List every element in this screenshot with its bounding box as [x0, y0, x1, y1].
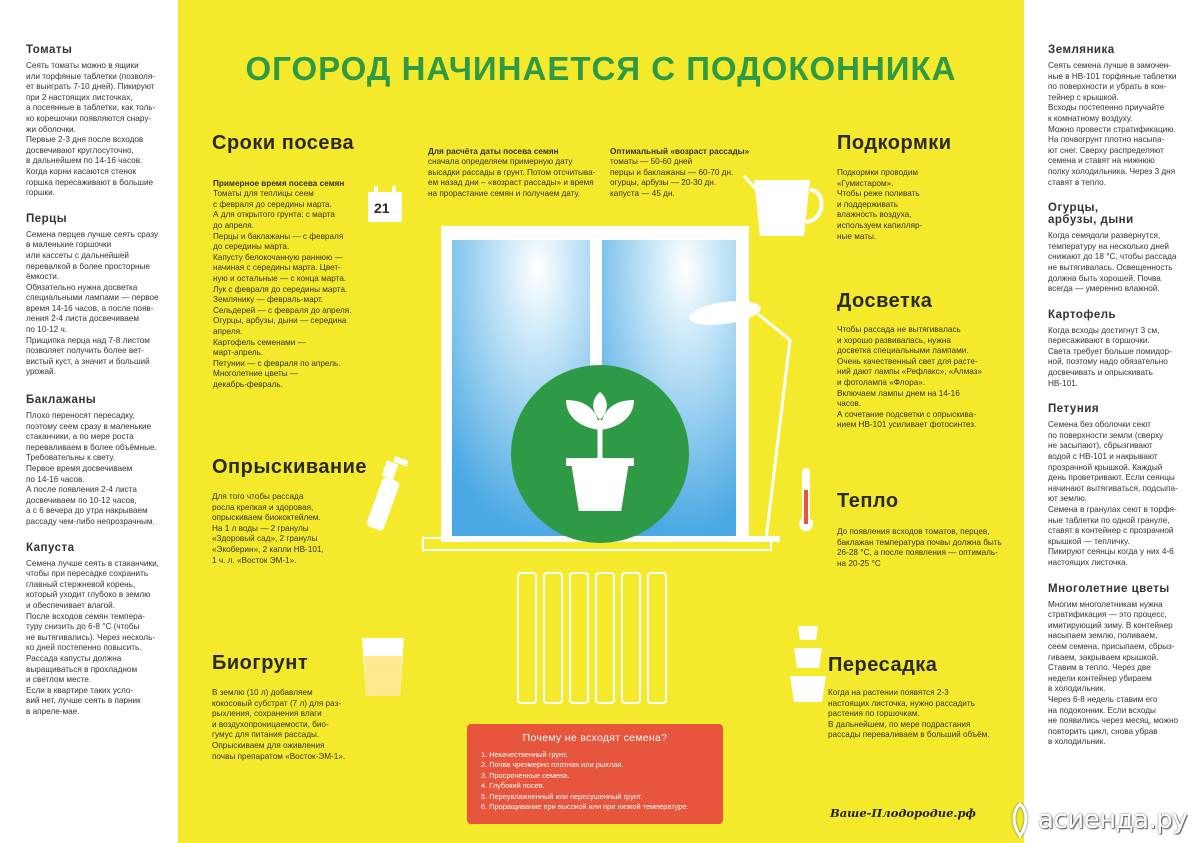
list-item: 3. Просроченные семена.	[481, 770, 570, 780]
feeding-heading: Подкормки	[837, 132, 952, 154]
feeding-text: Подкормки проводим «Гумистаром». Чтобы реже поливать и поддерживать влажность воздуха, используем капилляр- ные маты.	[837, 168, 923, 241]
calendar-day: 21	[374, 200, 390, 216]
age-heading: Оптимальный «возраст рассады»	[610, 146, 750, 156]
sroki-text	[213, 168, 373, 390]
soil-heading: Биогрунт	[212, 652, 309, 674]
reasons-list	[481, 750, 709, 812]
warm-heading: Тепло	[837, 490, 899, 512]
crop-text: Семена перцев лучше сеять сразу в маленькие горшочки или кассеты с дальнейшей перевалкой в более просторные ёмкости. Обязательно нужна досветка специальными лампами — первое время 14-16 часов, а после появ- ления 2-4 листа досвечиваем по 10-12 ч. Прищипка перца над 7-8 листом позволяет получить более вет- вистый куст, а значит и больший урожай.	[26, 229, 159, 377]
watermark-logo-icon	[1006, 802, 1034, 838]
thermometer-icon	[799, 468, 813, 531]
spray-text: Для того чтобы рассада росла крепкая и здоровая, опрыскиваем биококтейлем. На 1 л воды — 2 гранулы «Здоровый сад», 2 гранулы «Экоберин», 2 капли НВ-101, 1 ч. л. «Восток ЭМ-1».	[212, 492, 324, 565]
warm-text: До появления всходов томатов, перцев, баклажан температура почвы должна быть 26-28 °С, а после появления — оптималь- на 20-25 °С	[837, 527, 1002, 568]
spray-heading: Опрыскивание	[212, 456, 368, 478]
crop-title: Капуста	[26, 541, 75, 554]
crop-text: Когда всходы достигнут 3 см, пересаживают в горшочки. Света требует больше помидор- ной, поэтому надо обязательно досвечивать и опрыскивать НВ-101.	[1048, 325, 1172, 388]
plant-badge-icon	[511, 365, 689, 543]
list-item: 1. Некачественный грунт.	[481, 750, 568, 759]
crop-title: Петуния	[1048, 403, 1100, 416]
watermark	[1006, 800, 1200, 840]
sroki-subheading: Примерное время посева семян	[213, 178, 345, 188]
crop-title: Огурцы, арбузы, дыни	[1048, 202, 1134, 227]
crop-text: Семена без оболочки сеют по поверхности земли (сверху не засыпают), сбрызгивают водой с НВ-101 и накрывают прозрачной крышкой. Каждый день проветривают. Если сеянцы начинают вытягиваться, подсыпа- ют землю. Семена в гранулах сеют в торфя- ные таблетки по одной грануле, ставят в контейнер с прозрачной крышкой — тепличку. Пикируют сеянцы когда у них 4-6 настоящих листочка.	[1048, 420, 1178, 567]
crop-text: Когда семядоли развернутся, температуру на несколько дней снижают до 18 °С, чтобы рассада не вытягивалась. Освещенность должна быть хорошей. Почва всегда — умеренно влажной.	[1048, 231, 1177, 294]
site-signature: Ваше-Плодородие.рф	[830, 806, 976, 820]
list-item: 5. Переувлажненный или пересушенный грунт.	[481, 791, 643, 801]
calc-block	[428, 136, 598, 200]
crop-title: Картофель	[1048, 308, 1117, 321]
crop-text: Семена лучше сеять в стаканчики, чтобы при пересадке сохранить главный стержневой корень, который уходит глубоко в землю и обеспечивает влагой. После всходов семян темпера- туру снизить до 6-8 °С (чтобы не вытягивались). Через несколь- ко дней постепенно повысить. Рассада капусты должна выращиваться в прохладном и светлом месте. Если в квартире таких усло- вий нет, лучше сеять в парник в апреле-мае.	[26, 558, 159, 716]
crop-title: Многолетние цветы	[1048, 582, 1170, 595]
transplant-heading: Пересадка	[828, 654, 938, 676]
list-item: 2. Почва чрезмерно плотная или рыхлая.	[481, 760, 624, 770]
transplant-text: Когда на растении появятся 2-3 настоящих листочка, нужно рассадить растения по горшочкам. В дальнейшем, по мере подрастания рассады переваливаем в больший объём.	[828, 688, 990, 740]
pots-stack-icon	[790, 626, 826, 702]
crop-title: Земляника	[1048, 44, 1115, 56]
spray-bottle-icon	[366, 456, 409, 531]
calc-heading: Для расчёта даты посева семян	[428, 146, 559, 156]
age-block	[610, 136, 770, 200]
list-item: 6. Проращивание при высокой или при низкой температуре.	[481, 802, 689, 812]
reasons-heading: Почему не всходят семена?	[522, 732, 668, 744]
crop-text: Многим многолетникам нужна стратификация — это процесс, имитирующий зиму. В контейнер насыпаем землю, поливаем, сеем семена, присыпаем, сбрыз- гиваем, закрываем крышкой. Ставим в тепло. Через две недели контейнер убираем в холодильник. Через 6-8 недель ставим его на подоконник. Если всходы не появились через месяц, можно повторить цикл, снова убрав в холодильник.	[1048, 599, 1179, 747]
light-text: Чтобы рассада не вытягивалась и хорошо развивалась, нужна досветка специальными лампами. Очень качественный свет для расте- ний дают лампы «Рефлакс», «Алмаз» и фотолампа «Флора». Включаем лампы днем на 14-16 часов. А сочетание подсветки с опрыскива- нием НВ-101 усиливает фотосинтез.	[837, 325, 982, 430]
sroki-body: Томаты для теплицы сеем с февраля до середины марта. А для открытого грунта: с марта до апреля. Перцы и баклажаны — с февраля до середины марта. Капусту белокочанную раннюю — начиная с середины марта. Цвет- ную и остальные — с конца марта. Лук с февраля до середины марта. Землянику — февраль-март. Сельдерей — с февраля до апреля. Огурцы, арбузы, дыни — середина апреля. Картофель семенами — март-апрель. Петунии — с февраля по апрель. Многолетние цветы — декабрь-февраль.	[213, 189, 352, 389]
radiator-icon	[518, 573, 666, 703]
soil-text: В землю (10 л) добавляем кокосовый субстрат (7 л) для раз- рыхления, сохранения влаги и воздухопроницаемости, био- гумус для питания рассады. Опрыскиваем для оживления почвы препаратом «Восток-ЭМ-1».	[212, 688, 346, 761]
list-item: 4. Глубокий посев.	[481, 781, 545, 791]
left-column	[0, 0, 178, 843]
reasons-box	[467, 724, 723, 824]
sroki-heading: Сроки посева	[212, 132, 355, 154]
crop-text: Плохо переносят пересадку, поэтому сеем сразу в маленькие стаканчики, а по мере роста переваливаем в более объёмные. Требовательны к свету. Первое время досвечиваем по 14-16 часов. А после появления 2-4 листа досвечиваем по 10-12 часов, а с 6 вечера до утра накрываем рассаду чем-либо непрозрачным.	[26, 411, 157, 526]
age-text: томаты — 50-60 дней перцы и баклажаны — 60-70 дн. огурцы, арбузы — 20-30 дн. капуста — 45 дн.	[610, 157, 734, 198]
crop-title: Перцы	[26, 212, 68, 225]
poster-title: ОГОРОД НАЧИНАЕТСЯ С ПОДОКОННИКА	[245, 50, 957, 87]
calc-text: сначала определяем примерную дату высадки рассады в грунт. Потом отсчитыва- ем назад дни – «возраст рассады» и время на прорастание семян и получаем дату.	[428, 157, 596, 198]
crop-text: Сеять семена лучше в замочен- ные в НВ-101 торфяные таблетки по поверхности и убрать в кон- тейнер с крышкой. Всходы постепенно приучайте к комнатному воздуху. Можно провести стратификацию. На почвогрунт плотно насыпа- ют снег. Сверху распределяют семена и ставят на нижнюю полку холодильника. Через 3 дня ставят в тепло.	[1048, 61, 1177, 187]
poster-center	[178, 0, 1024, 843]
watermark-text: асиенда.ру	[1038, 805, 1188, 835]
light-heading: Досветка	[837, 290, 933, 312]
right-column	[1024, 0, 1200, 843]
crop-title: Баклажаны	[26, 394, 97, 407]
crop-text: Сеять томаты можно в ящики или торфяные таблетки (позволя- ет выиграть 7-10 дней). Пикируют при 2 настоящих листочках, а посеянные в таблетки, как толь- ко корешочки появляются снару- жи оболочки. Первые 2-3 дня после всходов досвечивают круглосуточно, в дальнейшем по 14-16 часов. Когда корни касаются стенок горшка пересаживают в большие горшки.	[26, 61, 156, 198]
crop-title: Томаты	[26, 44, 73, 56]
